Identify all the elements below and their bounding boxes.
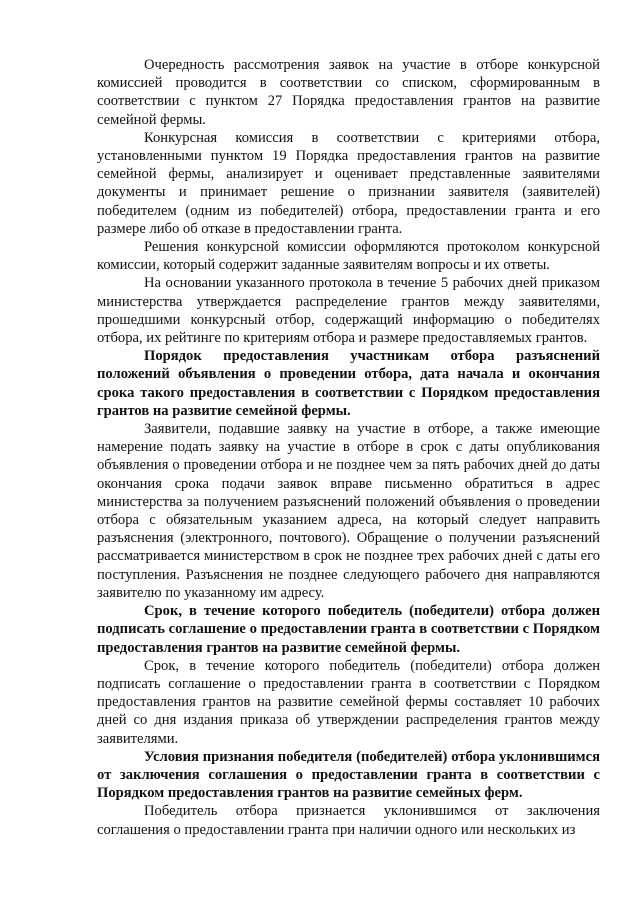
paragraph-agreement-deadline: Срок, в течение которого победитель (победители) отбора должен подписать соглашение о предоставлении гранта в соответствии с Порядком предоставления грантов на развитие семейной фермы составляет 10 рабочих дней со дня издания приказа об утверждении распределения грантов между заявителями. (97, 657, 600, 747)
paragraph-clarification-requests: Заявители, подавшие заявку на участие в отборе, а также имеющие намерение подать заявку на участие в отборе в срок с даты опубликования объявления о проведении отбора и не позднее чем за пять рабочих дней до даты окончания срока подачи заявок вправе письменно обратиться в адрес министерства за получением разъяснений положений объявления о проведении отбора с обязательным указанием адреса, на который следует направить разъяснения (электронного, почтового). Обращение о получении разъяснений рассматривается министерством в срок не позднее трех рабочих дней с даты его поступления. Разъяснения не позднее следующего рабочего дня направляются заявителю по указанному им адресу. (97, 421, 600, 601)
heading-agreement-deadline: Срок, в течение которого победитель (победители) отбора должен подписать соглашение о предоставлении гранта в соответствии с Порядком предоставления грантов на развитие семейной фермы. (97, 603, 600, 656)
paragraph-review-order: Очередность рассмотрения заявок на участие в отборе конкурсной комиссией проводится в соответствии со списком, сформированным в соответствии с пунктом 27 Порядка предоставления грантов на развитие семейной фермы. (97, 57, 600, 128)
heading-evasion-conditions: Условия признания победителя (победителей) отбора уклонившимся от заключения соглашения о предоставлении гранта в соответствии с Порядком предоставления грантов на развитие семейных ферм. (97, 748, 600, 802)
paragraph-grant-distribution: На основании указанного протокола в течение 5 рабочих дней приказом министерства утверждается распределение грантов между заявителями, прошедшими конкурсный отбор, содержащий информацию о победителях отбора, их рейтинге по критериям отбора и размере предоставляемых грантов. (97, 275, 600, 347)
paragraph-commission-protocol: Решения конкурсной комиссии оформляются протоколом конкурсной комиссии, который содержит заданные заявителям вопросы и их ответы. (97, 239, 600, 274)
paragraph-evasion-conditions: Победитель отбора признается уклонившимся от заключения соглашения о предоставлении гранта при наличии одного или нескольких из (97, 803, 600, 838)
document-page (97, 56, 600, 839)
paragraph-commission-evaluation: Конкурсная комиссия в соответствии с критериями отбора, установленными пунктом 19 Порядка предоставления грантов на развитие семейной фермы, анализирует и оценивает представленные заявителями документы и принимает решение о признании заявителя (заявителей) победителем (одним из победителей) отбора, предоставлении гранта и его размере либо об отказе в предоставлении гранта. (97, 129, 600, 237)
heading-clarification-procedure: Порядок предоставления участникам отбора разъяснений положений объявления о проведении отбора, дата начала и окончания срока такого предоставления в соответствии с Порядком предоставления грантов на развитие семейной фермы. (97, 348, 600, 419)
